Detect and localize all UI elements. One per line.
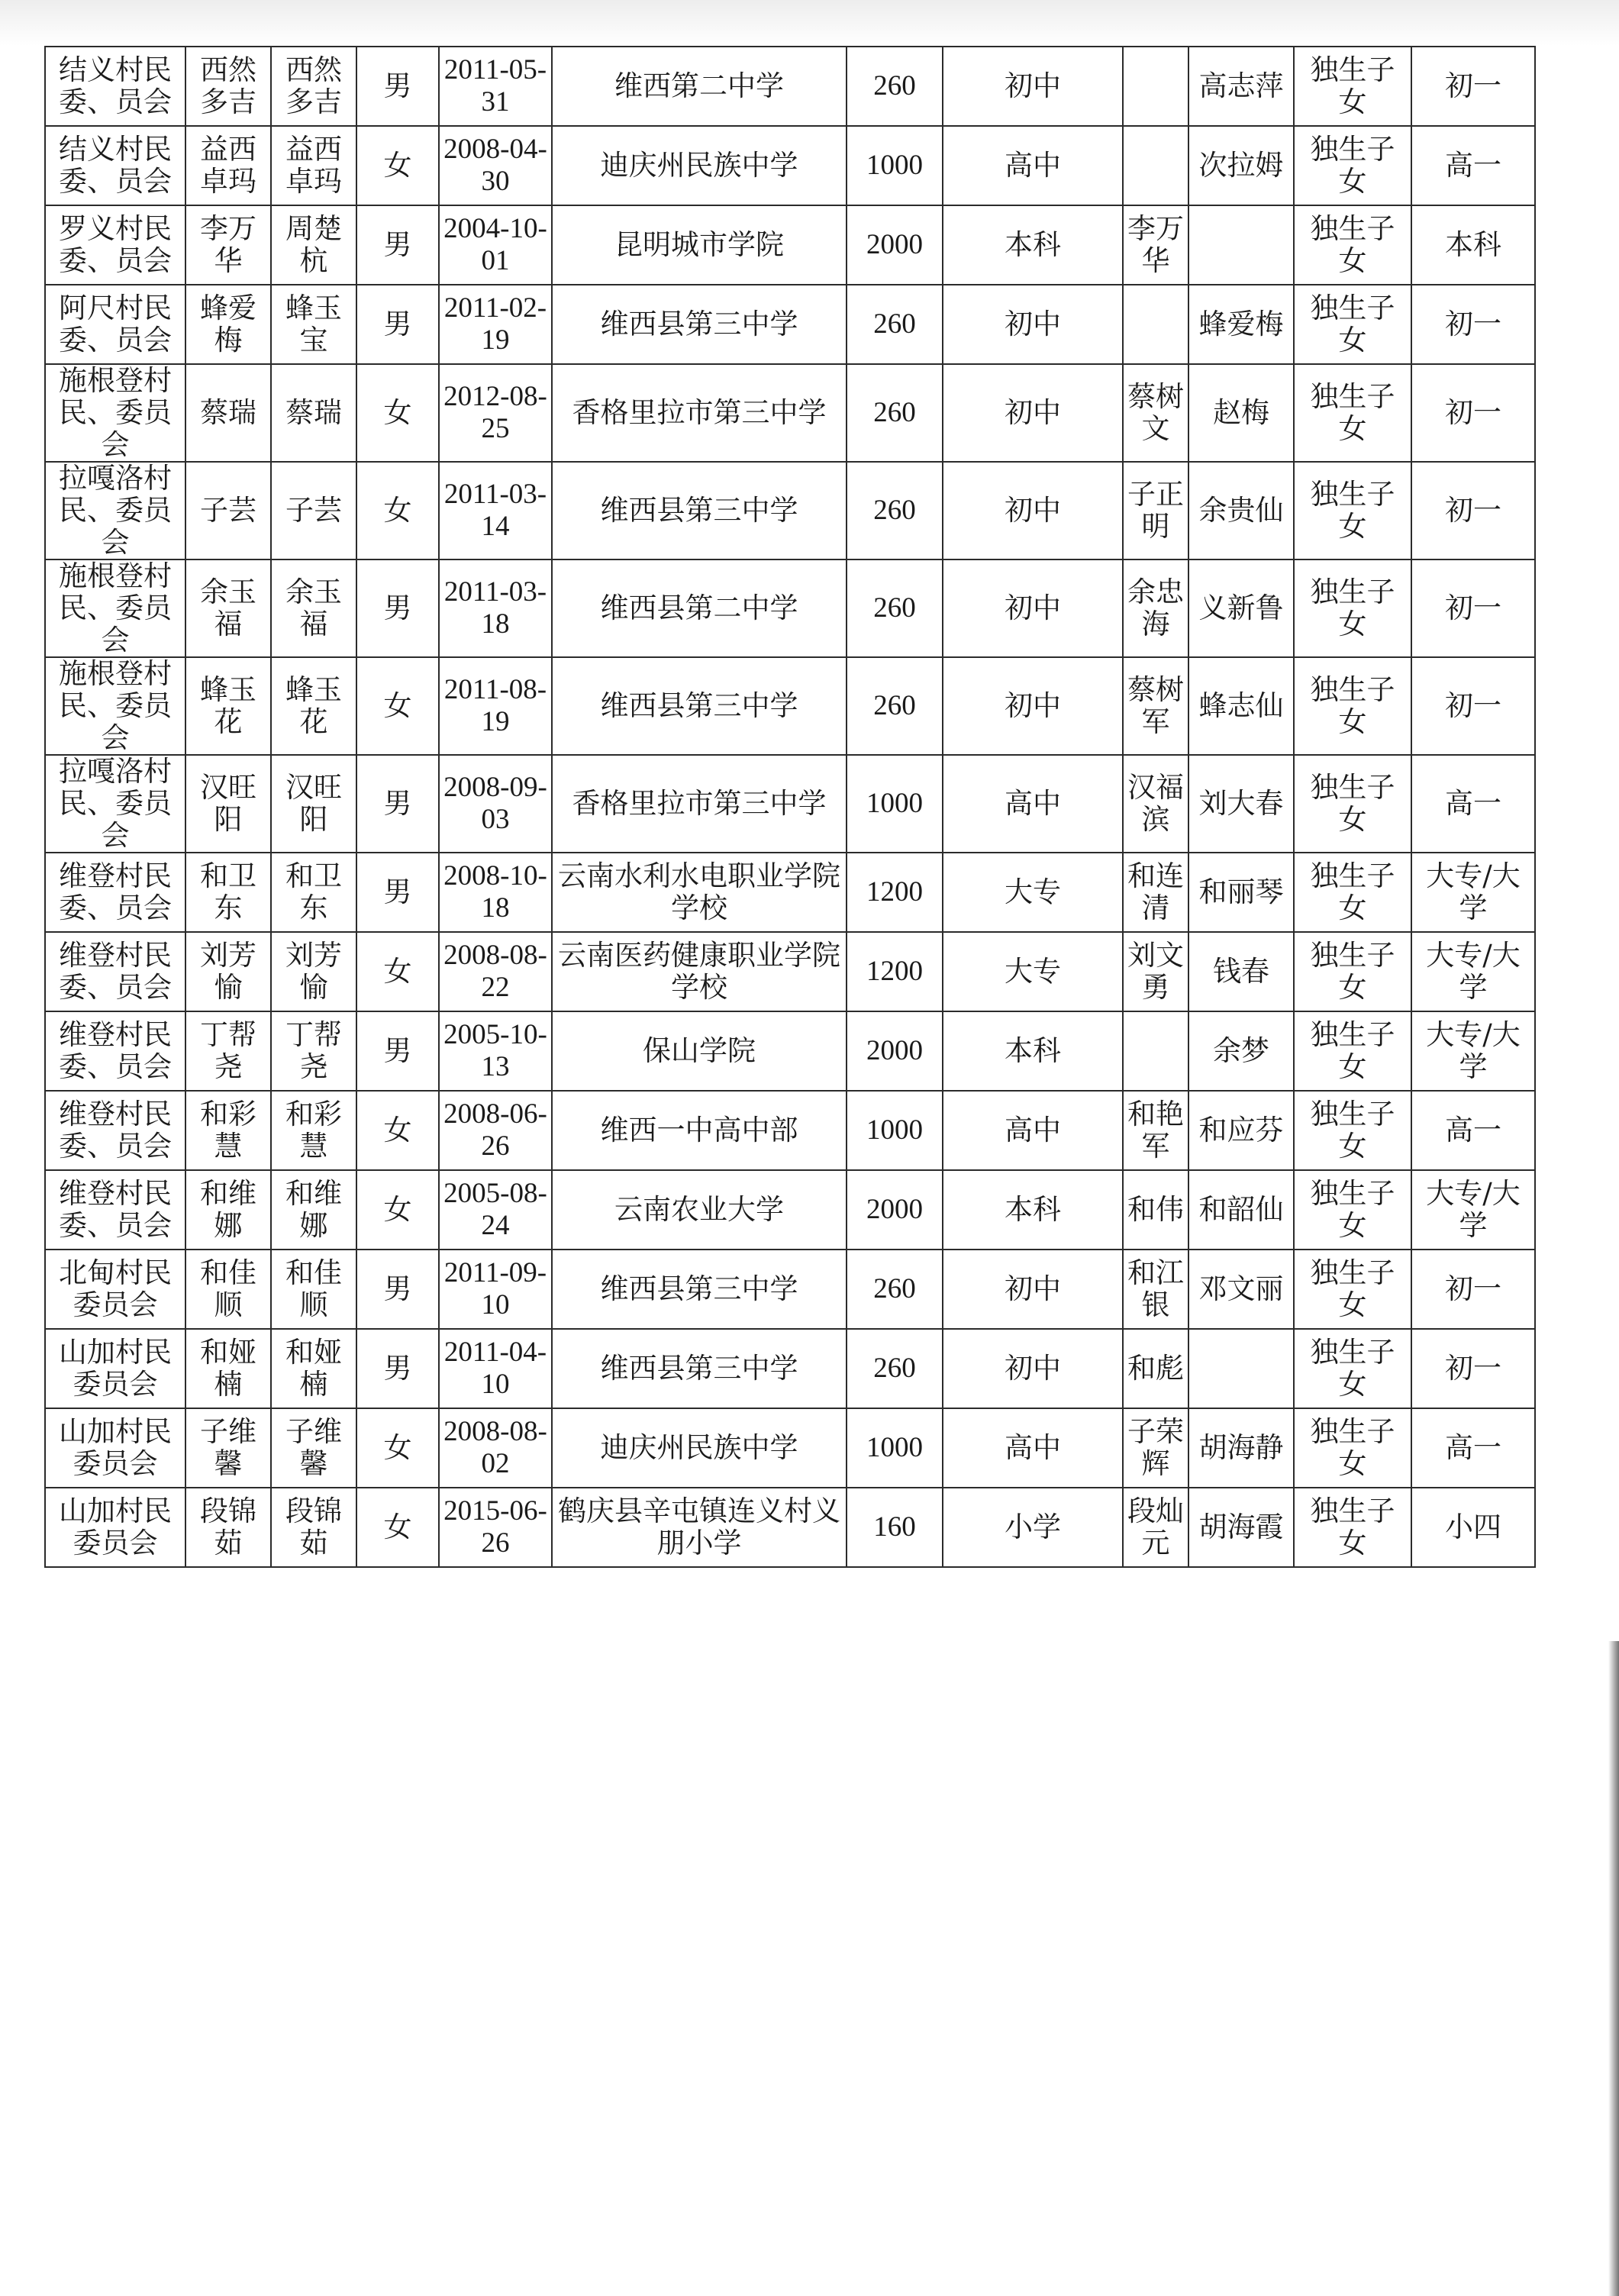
child-type-cell: 独生子女	[1294, 205, 1411, 285]
mother-name-cell: 胡海静	[1188, 1408, 1294, 1488]
birth-date-cell: 2011-02-19	[439, 285, 552, 364]
recipient-name-cell: 李万华	[185, 205, 271, 285]
child-type-cell: 独生子女	[1294, 1250, 1411, 1329]
student-name-cell: 西然多吉	[271, 47, 356, 126]
birth-date-cell: 2011-05-31	[439, 47, 552, 126]
student-name-cell: 余玉福	[271, 559, 356, 657]
gender-cell: 女	[356, 462, 439, 559]
student-name-cell: 丁帮尧	[271, 1011, 356, 1091]
education-level-cell: 高中	[943, 1408, 1123, 1488]
grade-cell: 高一	[1411, 1408, 1535, 1488]
school-cell: 云南农业大学	[552, 1170, 847, 1250]
recipient-name-cell: 余玉福	[185, 559, 271, 657]
student-name-cell: 益西卓玛	[271, 126, 356, 205]
village-committee-cell: 阿尺村民委、员会	[45, 285, 185, 364]
education-level-cell: 大专	[943, 853, 1123, 932]
table-row	[45, 755, 1535, 853]
village-committee-cell: 山加村民委员会	[45, 1408, 185, 1488]
student-name-cell: 汉旺阳	[271, 755, 356, 853]
birth-date-cell: 2008-10-18	[439, 853, 552, 932]
mother-name-cell	[1188, 205, 1294, 285]
gender-cell: 女	[356, 1488, 439, 1567]
table-row	[45, 1091, 1535, 1170]
recipient-name-cell: 和卫东	[185, 853, 271, 932]
birth-date-cell: 2008-09-03	[439, 755, 552, 853]
father-name-cell	[1123, 126, 1188, 205]
father-name-cell: 刘文勇	[1123, 932, 1188, 1011]
scan-top-edge	[0, 0, 1619, 46]
mother-name-cell: 邓文丽	[1188, 1250, 1294, 1329]
child-type-cell: 独生子女	[1294, 657, 1411, 755]
father-name-cell: 和连清	[1123, 853, 1188, 932]
school-cell: 维西县第三中学	[552, 657, 847, 755]
grade-cell: 大专/大学	[1411, 932, 1535, 1011]
student-name-cell: 和维娜	[271, 1170, 356, 1250]
education-level-cell: 初中	[943, 1250, 1123, 1329]
grade-cell: 大专/大学	[1411, 1011, 1535, 1091]
amount-cell: 1000	[847, 126, 943, 205]
school-cell: 迪庆州民族中学	[552, 1408, 847, 1488]
amount-cell: 2000	[847, 1011, 943, 1091]
village-committee-cell: 拉嘎洛村民、委员会	[45, 755, 185, 853]
father-name-cell: 和伟	[1123, 1170, 1188, 1250]
grade-cell: 初一	[1411, 1250, 1535, 1329]
child-type-cell: 独生子女	[1294, 1011, 1411, 1091]
father-name-cell: 和彪	[1123, 1329, 1188, 1408]
amount-cell: 260	[847, 364, 943, 462]
father-name-cell: 蔡树文	[1123, 364, 1188, 462]
child-type-cell: 独生子女	[1294, 462, 1411, 559]
recipient-name-cell: 汉旺阳	[185, 755, 271, 853]
school-cell: 鹤庆县辛屯镇连义村义朋小学	[552, 1488, 847, 1567]
recipient-name-cell: 和维娜	[185, 1170, 271, 1250]
mother-name-cell: 钱春	[1188, 932, 1294, 1011]
amount-cell: 160	[847, 1488, 943, 1567]
education-level-cell: 大专	[943, 932, 1123, 1011]
student-aid-table	[44, 46, 1536, 1568]
education-level-cell: 高中	[943, 126, 1123, 205]
recipient-name-cell: 蜂爱梅	[185, 285, 271, 364]
table-row	[45, 657, 1535, 755]
student-name-cell: 蜂玉宝	[271, 285, 356, 364]
recipient-name-cell: 子维馨	[185, 1408, 271, 1488]
gender-cell: 男	[356, 853, 439, 932]
amount-cell: 1000	[847, 755, 943, 853]
father-name-cell	[1123, 285, 1188, 364]
mother-name-cell: 次拉姆	[1188, 126, 1294, 205]
gender-cell: 男	[356, 755, 439, 853]
table-row	[45, 932, 1535, 1011]
recipient-name-cell: 子芸	[185, 462, 271, 559]
education-level-cell: 本科	[943, 1011, 1123, 1091]
amount-cell: 260	[847, 657, 943, 755]
village-committee-cell: 维登村民委、员会	[45, 1011, 185, 1091]
child-type-cell: 独生子女	[1294, 1170, 1411, 1250]
village-committee-cell: 罗义村民委、员会	[45, 205, 185, 285]
gender-cell: 男	[356, 285, 439, 364]
mother-name-cell: 蜂爱梅	[1188, 285, 1294, 364]
education-level-cell: 初中	[943, 364, 1123, 462]
birth-date-cell: 2012-08-25	[439, 364, 552, 462]
mother-name-cell: 义新鲁	[1188, 559, 1294, 657]
gender-cell: 女	[356, 1408, 439, 1488]
grade-cell: 初一	[1411, 47, 1535, 126]
mother-name-cell: 高志萍	[1188, 47, 1294, 126]
mother-name-cell: 余贵仙	[1188, 462, 1294, 559]
student-name-cell: 子维馨	[271, 1408, 356, 1488]
table-row	[45, 205, 1535, 285]
child-type-cell: 独生子女	[1294, 1329, 1411, 1408]
birth-date-cell: 2008-08-22	[439, 932, 552, 1011]
birth-date-cell: 2011-04-10	[439, 1329, 552, 1408]
mother-name-cell: 和韶仙	[1188, 1170, 1294, 1250]
birth-date-cell: 2011-08-19	[439, 657, 552, 755]
mother-name-cell	[1188, 1329, 1294, 1408]
grade-cell: 高一	[1411, 126, 1535, 205]
student-name-cell: 子芸	[271, 462, 356, 559]
table-row	[45, 1408, 1535, 1488]
birth-date-cell: 2011-09-10	[439, 1250, 552, 1329]
table-body	[45, 47, 1535, 1567]
child-type-cell: 独生子女	[1294, 559, 1411, 657]
child-type-cell: 独生子女	[1294, 1488, 1411, 1567]
child-type-cell: 独生子女	[1294, 364, 1411, 462]
amount-cell: 1200	[847, 853, 943, 932]
child-type-cell: 独生子女	[1294, 932, 1411, 1011]
gender-cell: 男	[356, 47, 439, 126]
grade-cell: 本科	[1411, 205, 1535, 285]
grade-cell: 小四	[1411, 1488, 1535, 1567]
child-type-cell: 独生子女	[1294, 47, 1411, 126]
birth-date-cell: 2008-04-30	[439, 126, 552, 205]
grade-cell: 大专/大学	[1411, 1170, 1535, 1250]
gender-cell: 男	[356, 1329, 439, 1408]
gender-cell: 女	[356, 1170, 439, 1250]
table-row	[45, 47, 1535, 126]
birth-date-cell: 2011-03-14	[439, 462, 552, 559]
father-name-cell: 李万华	[1123, 205, 1188, 285]
recipient-name-cell: 丁帮尧	[185, 1011, 271, 1091]
village-committee-cell: 维登村民委、员会	[45, 853, 185, 932]
amount-cell: 2000	[847, 1170, 943, 1250]
father-name-cell: 子正明	[1123, 462, 1188, 559]
education-level-cell: 小学	[943, 1488, 1123, 1567]
school-cell: 云南水利水电职业学院学校	[552, 853, 847, 932]
gender-cell: 女	[356, 1091, 439, 1170]
gender-cell: 女	[356, 126, 439, 205]
grade-cell: 初一	[1411, 462, 1535, 559]
village-committee-cell: 山加村民委员会	[45, 1329, 185, 1408]
child-type-cell: 独生子女	[1294, 1408, 1411, 1488]
education-level-cell: 初中	[943, 559, 1123, 657]
table-row	[45, 364, 1535, 462]
mother-name-cell: 刘大春	[1188, 755, 1294, 853]
school-cell: 维西一中高中部	[552, 1091, 847, 1170]
table-row	[45, 1011, 1535, 1091]
education-level-cell: 初中	[943, 285, 1123, 364]
gender-cell: 男	[356, 1011, 439, 1091]
mother-name-cell: 胡海霞	[1188, 1488, 1294, 1567]
student-name-cell: 和彩慧	[271, 1091, 356, 1170]
village-committee-cell: 施根登村民、委员会	[45, 364, 185, 462]
school-cell: 维西第二中学	[552, 47, 847, 126]
grade-cell: 大专/大学	[1411, 853, 1535, 932]
birth-date-cell: 2004-10-01	[439, 205, 552, 285]
education-level-cell: 初中	[943, 657, 1123, 755]
school-cell: 云南医药健康职业学院学校	[552, 932, 847, 1011]
student-name-cell: 和卫东	[271, 853, 356, 932]
amount-cell: 260	[847, 47, 943, 126]
village-committee-cell: 拉嘎洛村民、委员会	[45, 462, 185, 559]
village-committee-cell: 施根登村民、委员会	[45, 657, 185, 755]
amount-cell: 1000	[847, 1091, 943, 1170]
village-committee-cell: 维登村民委、员会	[45, 932, 185, 1011]
amount-cell: 260	[847, 285, 943, 364]
child-type-cell: 独生子女	[1294, 285, 1411, 364]
father-name-cell: 段灿元	[1123, 1488, 1188, 1567]
birth-date-cell: 2005-10-13	[439, 1011, 552, 1091]
father-name-cell	[1123, 1011, 1188, 1091]
grade-cell: 初一	[1411, 1329, 1535, 1408]
school-cell: 昆明城市学院	[552, 205, 847, 285]
amount-cell: 1000	[847, 1408, 943, 1488]
table-row	[45, 1250, 1535, 1329]
table-row	[45, 126, 1535, 205]
student-name-cell: 段锦茹	[271, 1488, 356, 1567]
father-name-cell	[1123, 47, 1188, 126]
table-row	[45, 462, 1535, 559]
village-committee-cell: 结义村民委、员会	[45, 47, 185, 126]
education-level-cell: 高中	[943, 755, 1123, 853]
table-row	[45, 559, 1535, 657]
recipient-name-cell: 益西卓玛	[185, 126, 271, 205]
mother-name-cell: 蜂志仙	[1188, 657, 1294, 755]
school-cell: 香格里拉市第三中学	[552, 364, 847, 462]
birth-date-cell: 2005-08-24	[439, 1170, 552, 1250]
birth-date-cell: 2008-08-02	[439, 1408, 552, 1488]
grade-cell: 初一	[1411, 285, 1535, 364]
school-cell: 香格里拉市第三中学	[552, 755, 847, 853]
mother-name-cell: 和应芬	[1188, 1091, 1294, 1170]
education-level-cell: 本科	[943, 205, 1123, 285]
recipient-name-cell: 蜂玉花	[185, 657, 271, 755]
amount-cell: 1200	[847, 932, 943, 1011]
father-name-cell: 和江银	[1123, 1250, 1188, 1329]
village-committee-cell: 维登村民委、员会	[45, 1091, 185, 1170]
school-cell: 维西县第三中学	[552, 285, 847, 364]
grade-cell: 初一	[1411, 364, 1535, 462]
father-name-cell: 蔡树军	[1123, 657, 1188, 755]
amount-cell: 260	[847, 1250, 943, 1329]
school-cell: 维西县第三中学	[552, 1250, 847, 1329]
mother-name-cell: 余梦	[1188, 1011, 1294, 1091]
mother-name-cell: 和丽琴	[1188, 853, 1294, 932]
recipient-name-cell: 和佳顺	[185, 1250, 271, 1329]
recipient-name-cell: 刘芳愉	[185, 932, 271, 1011]
gender-cell: 男	[356, 1250, 439, 1329]
education-level-cell: 初中	[943, 1329, 1123, 1408]
gender-cell: 男	[356, 205, 439, 285]
child-type-cell: 独生子女	[1294, 755, 1411, 853]
village-committee-cell: 山加村民委员会	[45, 1488, 185, 1567]
education-level-cell: 本科	[943, 1170, 1123, 1250]
grade-cell: 高一	[1411, 1091, 1535, 1170]
table-row	[45, 1170, 1535, 1250]
father-name-cell: 余忠海	[1123, 559, 1188, 657]
school-cell: 迪庆州民族中学	[552, 126, 847, 205]
school-cell: 保山学院	[552, 1011, 847, 1091]
amount-cell: 2000	[847, 205, 943, 285]
gender-cell: 女	[356, 932, 439, 1011]
school-cell: 维西县第二中学	[552, 559, 847, 657]
father-name-cell: 子荣辉	[1123, 1408, 1188, 1488]
village-committee-cell: 维登村民委、员会	[45, 1170, 185, 1250]
school-cell: 维西县第三中学	[552, 462, 847, 559]
table-row	[45, 285, 1535, 364]
mother-name-cell: 赵梅	[1188, 364, 1294, 462]
recipient-name-cell: 和娅楠	[185, 1329, 271, 1408]
village-committee-cell: 施根登村民、委员会	[45, 559, 185, 657]
gender-cell: 男	[356, 559, 439, 657]
amount-cell: 260	[847, 462, 943, 559]
education-level-cell: 高中	[943, 1091, 1123, 1170]
student-name-cell: 和娅楠	[271, 1329, 356, 1408]
table-row	[45, 1329, 1535, 1408]
grade-cell: 初一	[1411, 657, 1535, 755]
father-name-cell: 和艳军	[1123, 1091, 1188, 1170]
amount-cell: 260	[847, 559, 943, 657]
student-name-cell: 刘芳愉	[271, 932, 356, 1011]
village-committee-cell: 结义村民委、员会	[45, 126, 185, 205]
amount-cell: 260	[847, 1329, 943, 1408]
birth-date-cell: 2008-06-26	[439, 1091, 552, 1170]
school-cell: 维西县第三中学	[552, 1329, 847, 1408]
gender-cell: 女	[356, 364, 439, 462]
birth-date-cell: 2011-03-18	[439, 559, 552, 657]
grade-cell: 初一	[1411, 559, 1535, 657]
recipient-name-cell: 段锦茹	[185, 1488, 271, 1567]
student-name-cell: 周楚杭	[271, 205, 356, 285]
recipient-name-cell: 西然多吉	[185, 47, 271, 126]
father-name-cell: 汉福滨	[1123, 755, 1188, 853]
table-row	[45, 1488, 1535, 1567]
student-name-cell: 蔡瑞	[271, 364, 356, 462]
birth-date-cell: 2015-06-26	[439, 1488, 552, 1567]
scan-page-edge-shadow	[1608, 1641, 1619, 2296]
child-type-cell: 独生子女	[1294, 1091, 1411, 1170]
education-level-cell: 初中	[943, 47, 1123, 126]
student-name-cell: 蜂玉花	[271, 657, 356, 755]
grade-cell: 高一	[1411, 755, 1535, 853]
recipient-name-cell: 和彩慧	[185, 1091, 271, 1170]
education-level-cell: 初中	[943, 462, 1123, 559]
recipient-name-cell: 蔡瑞	[185, 364, 271, 462]
child-type-cell: 独生子女	[1294, 126, 1411, 205]
student-name-cell: 和佳顺	[271, 1250, 356, 1329]
table-row	[45, 853, 1535, 932]
village-committee-cell: 北甸村民委员会	[45, 1250, 185, 1329]
gender-cell: 女	[356, 657, 439, 755]
child-type-cell: 独生子女	[1294, 853, 1411, 932]
